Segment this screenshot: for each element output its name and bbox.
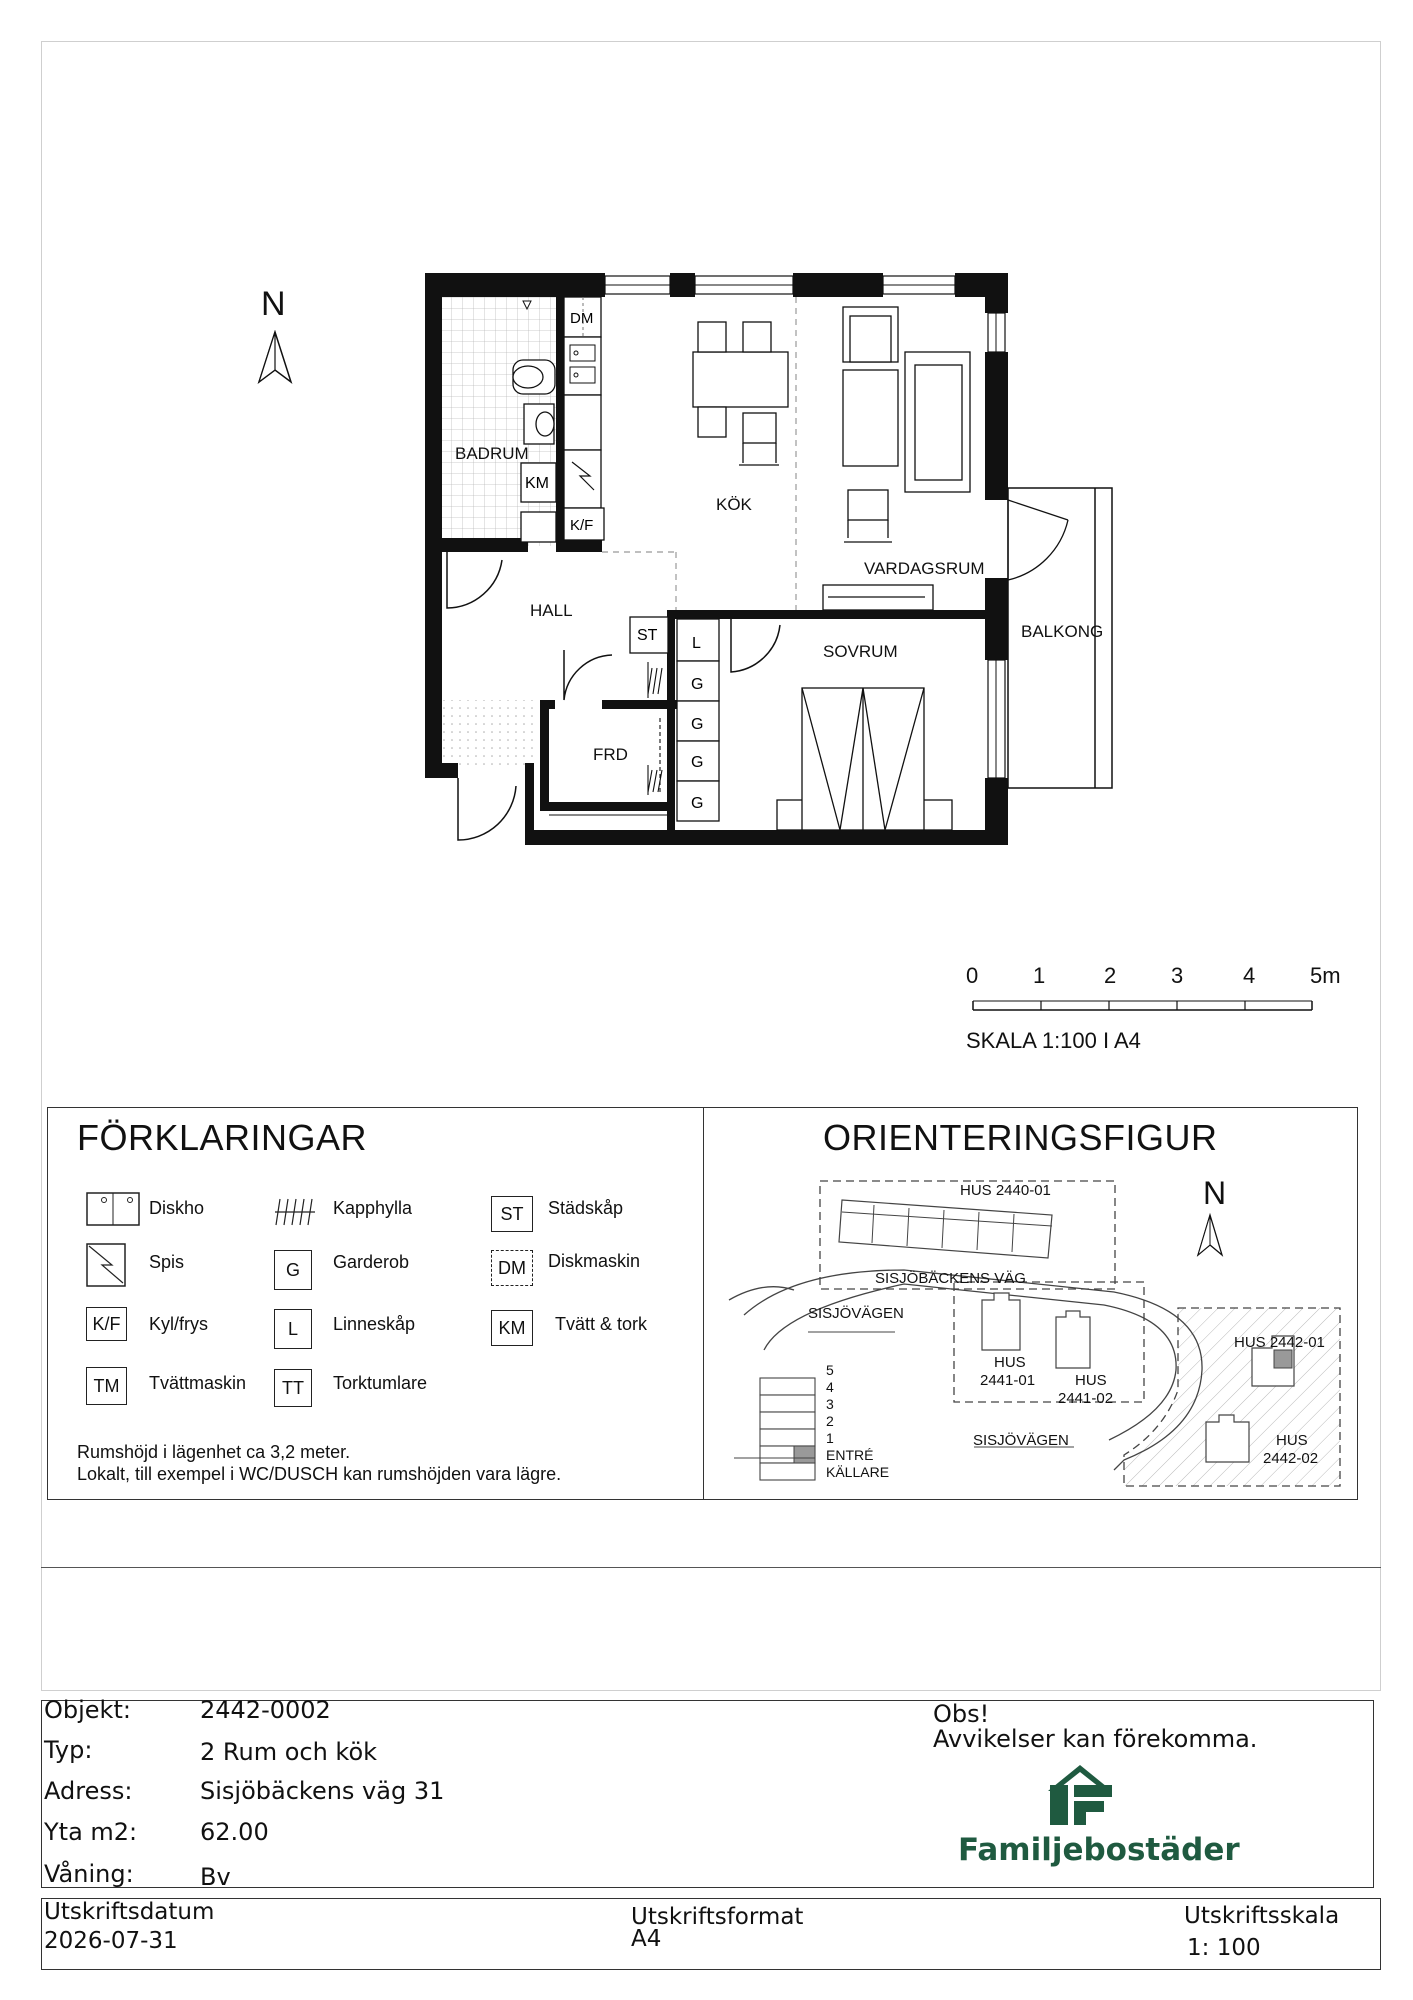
legend-label-stadskap: Städskåp [548,1198,624,1218]
floor-label: 5 [826,1362,834,1378]
floor-label: 3 [826,1396,834,1412]
dm-label: DM [570,310,594,327]
obs-heading: Obs! [933,1700,990,1728]
legend-title: FÖRKLARINGAR [77,1117,368,1158]
kf-label: K/F [570,517,594,534]
orientation-title: ORIENTERINGSFIGUR [823,1117,1218,1158]
legend-symbol-l: L [274,1309,312,1349]
wardrobe-label: G [691,676,704,693]
north-arrow-icon [255,330,295,385]
kitchen-counter [564,297,604,540]
balcony-door [1008,500,1068,580]
scale-label: SKALA 1:100 I A4 [966,1028,1141,1053]
wardrobe-label: G [691,716,704,733]
legend-label-kapphylla: Kapphylla [333,1198,413,1218]
scale-tick: 0 [966,963,979,988]
adress-value: Sisjöbäckens väg 31 [200,1777,445,1805]
label-hus-2441-02-a: HUS [1075,1372,1107,1389]
label-hus-2442-02-a: HUS [1276,1432,1308,1449]
print-date-value: 2026-07-31 [44,1928,178,1954]
doors [447,552,780,840]
typ-key: Typ: [44,1736,93,1764]
floor-label-entre: ENTRÉ [826,1447,874,1463]
room-label-hall: HALL [530,601,573,620]
orientation-north-label: N [1203,1175,1227,1211]
linen-cabinet-label: L [692,635,701,652]
legend-symbol-km: KM [491,1310,533,1346]
scale-bar [960,990,1320,1020]
bed [777,688,952,830]
stove-icon [86,1243,126,1287]
room-label-sovrum: SOVRUM [823,642,898,661]
label-hus-2442-02-b: 2442-02 [1263,1450,1319,1467]
legend-label-kylfrys: Kyl/frys [149,1314,209,1334]
room-label-badrum: BADRUM [455,444,529,463]
floor-label: 1 [826,1430,834,1446]
legend-label-linneskap: Linneskåp [333,1314,416,1334]
cleaning-cabinet-label: ST [637,627,658,644]
legend-symbol-st: ST [491,1196,533,1232]
adress-key: Adress: [44,1777,133,1805]
north-label: N [261,285,286,323]
legend-symbol-kf: K/F [86,1307,127,1341]
floor-label: 2 [826,1413,834,1429]
print-date-label: Utskriftsdatum [44,1899,215,1925]
objekt-value: 2442-0002 [200,1696,331,1724]
legend-label-diskho: Diskho [149,1198,205,1218]
km-label: KM [525,475,549,492]
legend-label-tvatt-tork: Tvätt & tork [555,1314,648,1334]
legend-symbol-tm: TM [86,1367,127,1405]
legend-label-tvattmaskin: Tvättmaskin [149,1373,247,1393]
vaning-key: Våning: [44,1860,134,1888]
scale-tick: 3 [1171,963,1184,988]
legend-symbol-tt: TT [274,1369,312,1407]
label-hus-2442-01: HUS 2442-01 [1234,1334,1325,1351]
room-label-kok: KÖK [716,495,752,514]
coat-rack-icon [648,662,662,795]
yta-key: Yta m2: [44,1818,138,1846]
familjebostader-logo-icon [1048,1763,1112,1825]
vaning-value: Bv [200,1863,231,1887]
legend-symbol-g: G [274,1250,312,1290]
print-scale-value: 1: 100 [1187,1935,1261,1961]
print-format-label: Utskriftsformat [631,1904,804,1930]
print-scale-label: Utskriftsskala [1184,1903,1340,1929]
obs-text: Avvikelser kan förekomma. [933,1725,1258,1753]
entry-mat [437,700,539,766]
label-road-bottom: SISJÖVÄGEN [973,1432,1069,1449]
label-road-left: SISJÖVÄGEN [808,1305,904,1322]
ceiling-height-note: Rumshöjd i lägenhet ca 3,2 meter. [77,1442,351,1462]
scale-tick: 1 [1033,963,1046,988]
print-format-value: A4 [631,1926,662,1952]
sink-icon [86,1192,140,1226]
legend-label-spis: Spis [149,1252,185,1272]
scale-tick: 2 [1104,963,1117,988]
typ-value: 2 Rum och kök [200,1738,378,1766]
brand-name: Familjebostäder [958,1832,1240,1868]
scale-tick: 4 [1243,963,1256,988]
room-label-frd: FRD [593,745,628,764]
legend-label-torktumlare: Torktumlare [333,1373,428,1393]
floor-label: 4 [826,1379,834,1395]
label-hus-2441-01-b: 2441-01 [980,1372,1036,1389]
legend-symbol-dm: DM [491,1250,533,1286]
floor-label-kallare: KÄLLARE [826,1464,890,1480]
label-road-main: SISJÖBÄCKENS VÄG [875,1270,1026,1287]
legend-label-garderob: Garderob [333,1252,410,1272]
room-label-vardagsrum: VARDAGSRUM [864,559,985,578]
legend-label-diskmaskin: Diskmaskin [548,1251,641,1271]
wardrobe-label: G [691,795,704,812]
dining-set [693,322,788,465]
scale-tick: 5m [1310,963,1341,988]
room-label-balkong: BALKONG [1021,622,1104,641]
label-hus-2441-01-a: HUS [994,1354,1026,1371]
yta-value: 62.00 [200,1818,269,1846]
sheet-divider [41,1567,1381,1568]
coat-rack-icon [274,1198,316,1226]
label-hus-2440: HUS 2440-01 [960,1182,1051,1199]
objekt-key: Objekt: [44,1696,131,1724]
ceiling-height-note-2: Lokalt, till exempel i WC/DUSCH kan rumshöjden vara lägre. [77,1464,562,1484]
wardrobe-label: G [691,754,704,771]
label-hus-2441-02-b: 2441-02 [1058,1390,1114,1407]
